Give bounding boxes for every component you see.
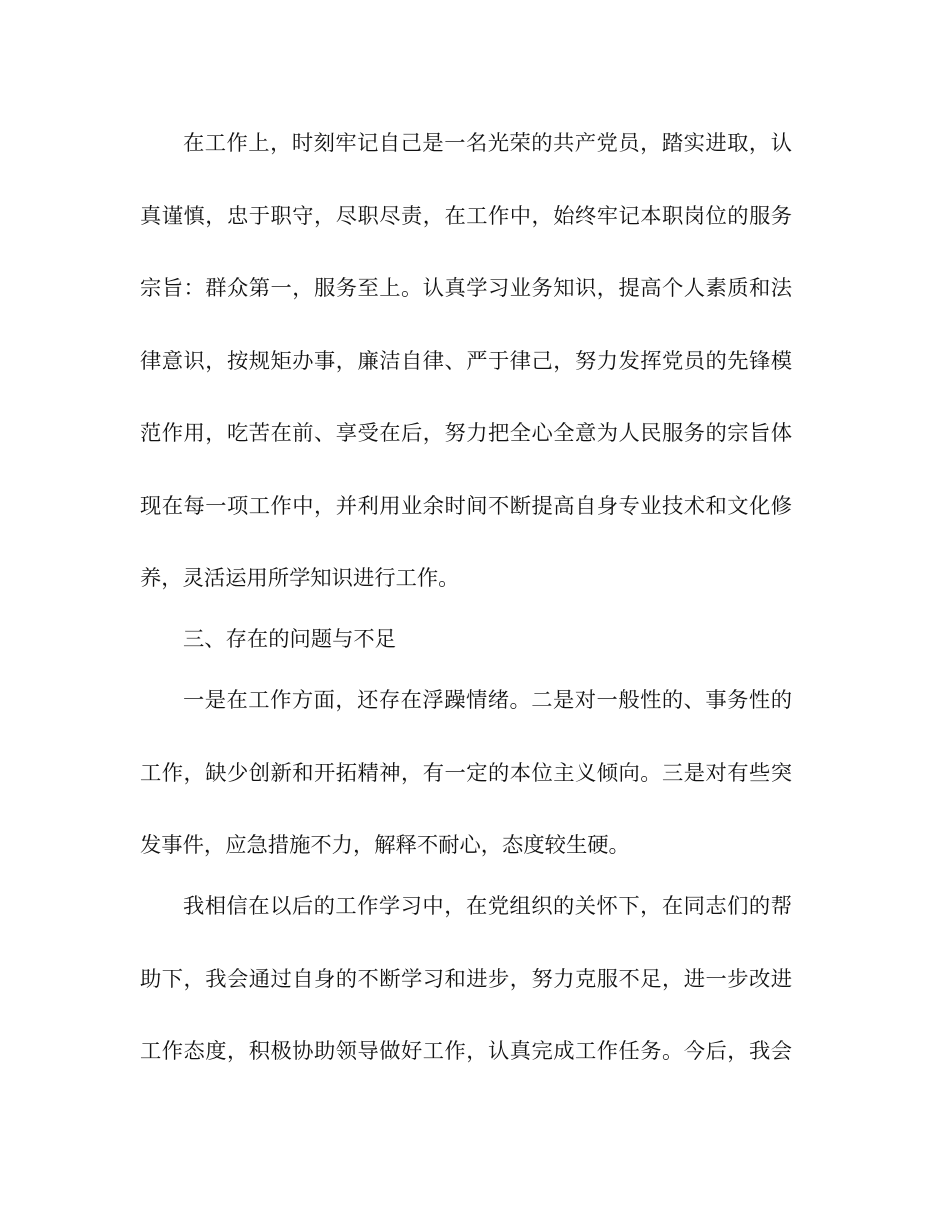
paragraph-work-attitude-line-7: 养，灵活运用所学知识进行工作。 <box>140 566 460 591</box>
paragraph-work-attitude-line-3: 宗旨：群众第一，服务至上。认真学习业务知识，提高个人素质和法 <box>140 276 792 301</box>
paragraph-future-line-3: 工作态度，积极协助领导做好工作，认真完成工作任务。今后，我会 <box>140 1039 792 1064</box>
paragraph-work-attitude-line-6: 现在每一项工作中，并利用业余时间不断提高自身专业技术和文化修 <box>140 494 792 519</box>
section-heading-problems: 三、存在的问题与不足 <box>183 627 396 652</box>
paragraph-problems-line-2: 工作，缺少创新和开拓精神，有一定的本位主义倾向。三是对有些突 <box>140 761 792 786</box>
paragraph-work-attitude-line-5: 范作用，吃苦在前、享受在后，努力把全心全意为人民服务的宗旨体 <box>140 421 792 446</box>
paragraph-work-attitude-line-4: 律意识，按规矩办事，廉洁自律、严于律己，努力发挥党员的先锋模 <box>140 349 792 374</box>
paragraph-problems-line-1: 一是在工作方面，还存在浮躁情绪。二是对一般性的、事务性的 <box>183 688 792 713</box>
paragraph-work-attitude-line-2: 真谨慎，忠于职守，尽职尽责，在工作中，始终牢记本职岗位的服务 <box>140 204 792 229</box>
paragraph-work-attitude-line-1: 在工作上，时刻牢记自己是一名光荣的共产党员，踏实进取，认 <box>183 131 792 156</box>
paragraph-future-line-2: 助下，我会通过自身的不断学习和进步，努力克服不足，进一步改进 <box>140 967 792 992</box>
paragraph-future-line-1: 我相信在以后的工作学习中，在党组织的关怀下，在同志们的帮 <box>183 894 792 919</box>
paragraph-problems-line-3: 发事件，应急措施不力，解释不耐心，态度较生硬。 <box>140 833 630 858</box>
